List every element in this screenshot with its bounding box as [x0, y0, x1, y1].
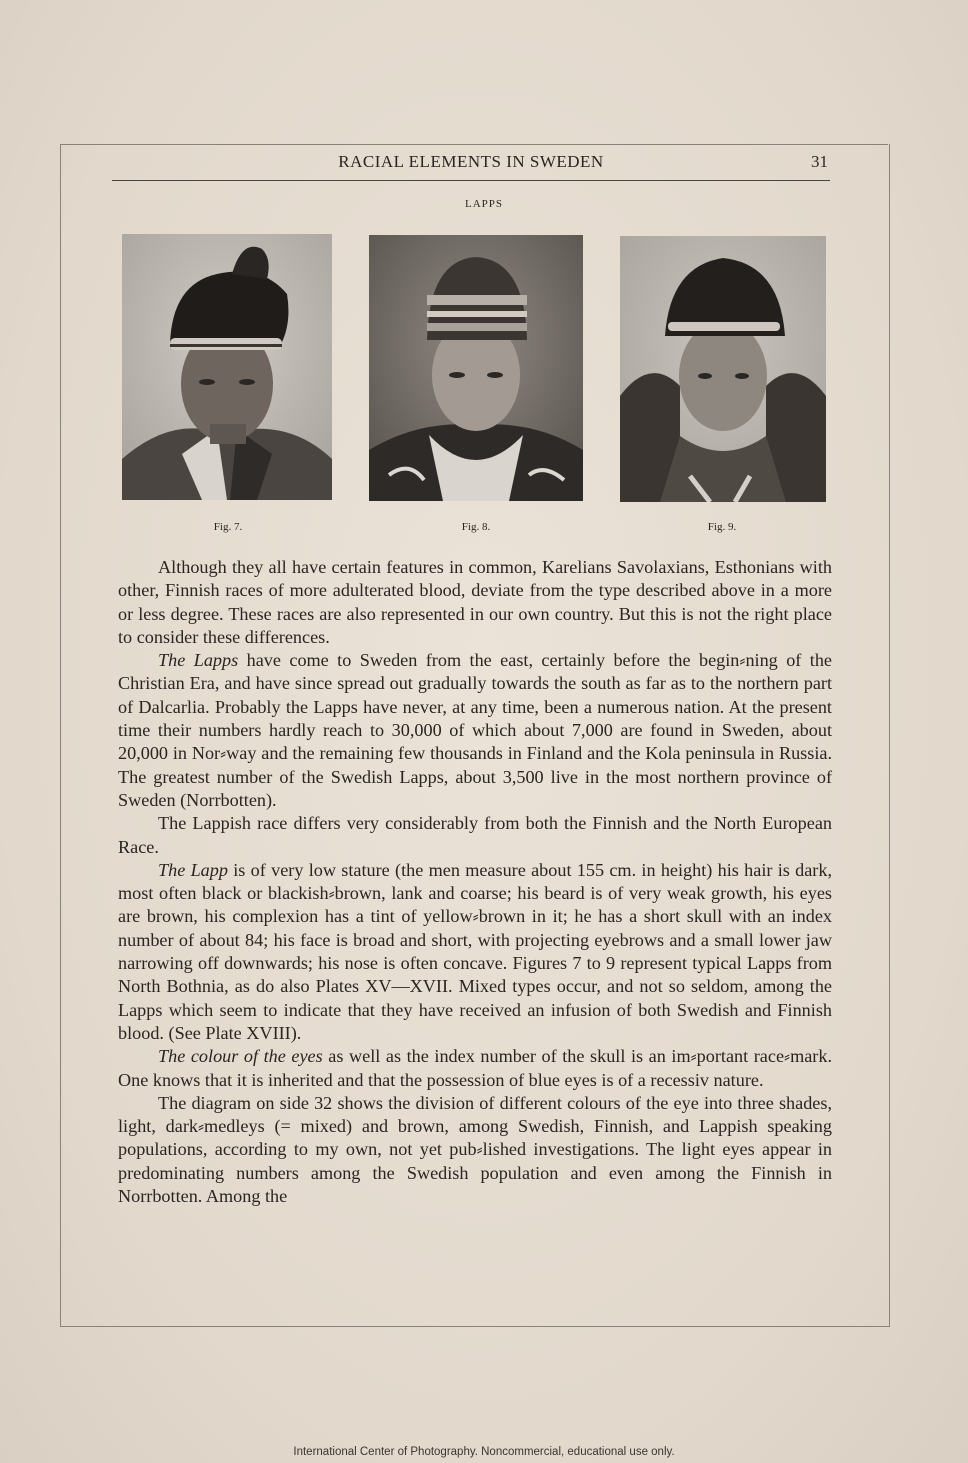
paragraph-text: have come to Sweden from the east, certainly before the begin⸗ning of the Christian Era, and have since spread out gradually towards the south as far as to the northern part of Dalcarlia. Probably the Lapps have never, at any time, been a numerous nation. At the present time their numbers hardly reach to 30,000 of which about 7,000 are found in Sweden, about 20,000 in Nor⸗way and the remaining few thousands in Finland and the Kola peninsula in Russia. The greatest number of the Swedish Lapps, about 3,500 live in the most northern province of Sweden (Norrbotten). [118, 650, 832, 810]
figure-9-photo [620, 236, 826, 502]
paragraph-lead: The colour of the eyes [158, 1046, 323, 1067]
paragraph-lead: The Lapp [158, 859, 228, 880]
paragraph-lead: The Lapps [158, 650, 239, 671]
figure-8-photo [369, 235, 583, 501]
paragraph [118, 1045, 832, 1092]
portrait-woman-icon [369, 235, 583, 501]
paragraph [118, 812, 832, 859]
credit-footer: International Center of Photography. Noncommercial, educational use only. [293, 1446, 675, 1458]
figure-7-caption: Fig. 7. [213, 521, 243, 533]
paragraph-text: Although they all have certain features in common, Karelians Savolaxians, Esthonians with other, Finnish races of more adulterated blood, deviate from the type described above in a more or less degree. These races are also represented in our own country. But this is not the right place to consider these differences. [118, 557, 832, 647]
running-head [112, 150, 830, 181]
paragraph [118, 556, 832, 649]
paragraph [118, 859, 832, 1045]
paragraph-text: is of very low stature (the men measure about 155 cm. in height) his hair is dark, most often black or blackish⸗brown, lank and coarse; his beard is of very weak growth, his eyes are brown, his complexion has a tint of yellow⸗brown in it; he has a short skull with an index number of about 84; his face is broad and short, with projecting eyebrows and a small lower jaw narrowing off downwards; his nose is often concave. Figures 7 to 9 represent typical Lapps from North Bothnia, as do also Plates XV—XVII. Mixed types occur, and not so seldom, among the Lapps which seem to indicate that they have received an infusion of both Swedish and Finnish blood. (See Plate XVIII). [118, 859, 832, 1043]
paragraph-text: The Lappish race differs very considerably from both the Finnish and the North European Race. [118, 813, 832, 857]
running-title: RACIAL ELEMENTS IN SWEDEN [338, 152, 604, 171]
page-number: 31 [811, 152, 828, 171]
body-text [118, 556, 832, 1208]
portrait-elder-icon [620, 236, 826, 502]
figure-7-photo [122, 234, 332, 500]
paragraph [118, 1092, 832, 1208]
figure-9-caption: Fig. 9. [707, 521, 737, 533]
paragraph [118, 649, 832, 812]
paragraph-text: The diagram on side 32 shows the division of different colours of the eye into three shades, light, dark⸗medleys (= mixed) and brown, among Swedish, Finnish, and Lappish speaking populations, according to my own, not yet pub⸗lished investigations. The light eyes appear in predominating numbers among the Swedish population and even among the Finnish in Norrbotten. Among the [118, 1092, 832, 1207]
paragraph-text: as well as the index number of the skull is an im⸗portant race⸗mark. One knows that it is inherited and that the possession of blue eyes is of a recessiv nature. [118, 1046, 832, 1090]
section-head: LAPPS [464, 198, 504, 210]
figure-8-caption: Fig. 8. [461, 521, 491, 533]
portrait-man-icon [122, 234, 332, 500]
